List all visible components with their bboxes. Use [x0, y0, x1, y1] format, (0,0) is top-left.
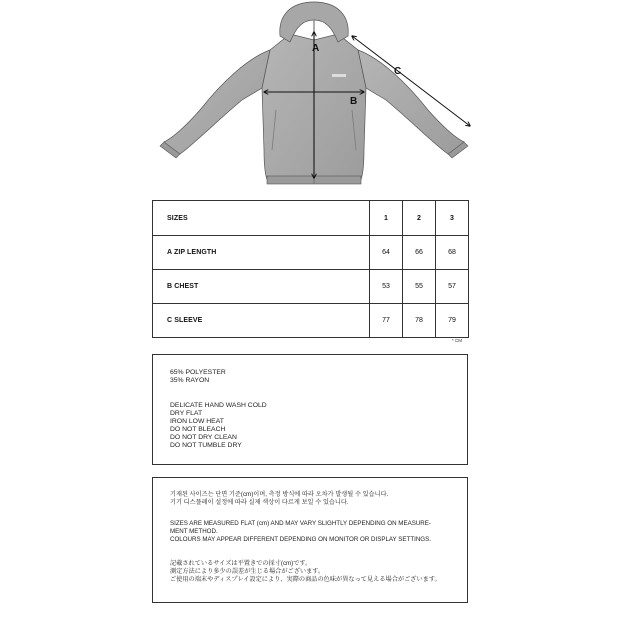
notice-line: 기기 디스플레이 설정에 따라 실제 색상이 다르게 보일 수 있습니다. [170, 499, 349, 506]
size-table [152, 200, 469, 338]
size-table-header-row [153, 201, 469, 236]
size-header-1: 1 [370, 201, 403, 236]
notice-line: COLOURS MAY APPEAR DIFFERENT DEPENDING ON MONITOR OR DISPLAY SETTINGS. [170, 536, 431, 543]
notice-japanese [170, 560, 441, 584]
table-cell: 57 [436, 270, 469, 304]
row-label-zip-length: A ZIP LENGTH [153, 236, 370, 270]
label-c: C [394, 66, 402, 77]
notice-line: ご使用の端末やディスプレイ設定により、実際の商品の色味が異なって見える場合がございます。 [170, 576, 441, 583]
table-cell: 78 [403, 304, 436, 338]
care-line: DO NOT BLEACH [170, 426, 226, 433]
table-row [153, 270, 469, 304]
care-line: IRON LOW HEAT [170, 418, 224, 425]
label-a: A [312, 43, 320, 54]
table-cell: 53 [370, 270, 403, 304]
composition-line: 65% POLYESTER [170, 369, 226, 376]
care-line: DO NOT DRY CLEAN [170, 434, 237, 441]
care-instructions [170, 402, 267, 450]
notice-english [170, 520, 431, 544]
notice-line: 기재된 사이즈는 단면 기준(cm)이며, 측정 방식에 따라 오차가 발생될 수 있습니다. [170, 491, 389, 498]
table-cell: 77 [370, 304, 403, 338]
care-line: DRY FLAT [170, 410, 203, 417]
label-b: B [350, 96, 358, 107]
notice-line: 記載されているサイズは平置きでの採寸(cm)です。 [170, 560, 312, 567]
size-header-2: 2 [403, 201, 436, 236]
care-line: DO NOT TUMBLE DRY [170, 442, 242, 449]
table-cell: 55 [403, 270, 436, 304]
table-cell: 68 [436, 236, 469, 270]
table-cell: 64 [370, 236, 403, 270]
notice-korean [170, 491, 388, 507]
jacket-illustration [150, 0, 480, 192]
table-cell: 66 [403, 236, 436, 270]
table-cell: 79 [436, 304, 469, 338]
notice-line: MENT METHOD. [170, 528, 218, 535]
sizes-header: SIZES [153, 201, 370, 236]
notice-box [152, 477, 468, 603]
row-label-sleeve: C SLEEVE [153, 304, 370, 338]
unit-note: * CM [452, 338, 462, 343]
composition-line: 35% RAYON [170, 377, 210, 384]
row-label-chest: B CHEST [153, 270, 370, 304]
notice-line: 測定方法により多少の誤差が生じる場合がございます。 [170, 568, 325, 575]
composition-list [170, 369, 226, 385]
care-box [152, 354, 468, 465]
notice-line: SIZES ARE MEASURED FLAT (cm) AND MAY VARY SLIGHTLY DEPENDING ON MEASURE- [170, 520, 431, 527]
table-row [153, 236, 469, 270]
size-header-3: 3 [436, 201, 469, 236]
table-row [153, 304, 469, 338]
care-line: DELICATE HAND WASH COLD [170, 402, 267, 409]
